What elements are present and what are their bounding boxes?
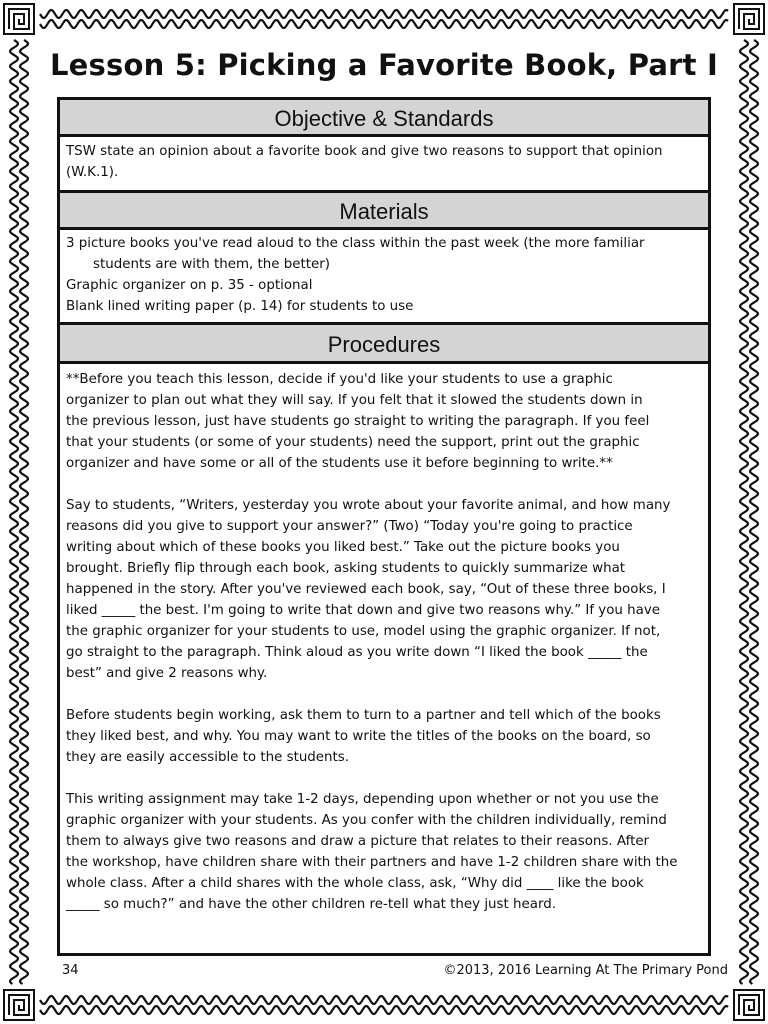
procedure-line: organizer to plan out what they will say. If you felt that it slowed the students down in <box>66 393 643 408</box>
materials-item: Graphic organizer on p. 35 - optional <box>66 278 313 293</box>
lesson-table <box>57 97 711 956</box>
corner-ornament <box>4 4 34 34</box>
procedure-line: _____ so much?” and have the other children re-tell what they just heard. <box>66 897 556 912</box>
objective-body <box>60 137 708 190</box>
corner-ornament <box>734 4 764 34</box>
page-title: Lesson 5: Picking a Favorite Book, Part I <box>49 48 718 82</box>
procedure-line: they are easily accessible to the students. <box>66 750 350 765</box>
border-wave <box>40 1006 728 1014</box>
paragraph-gap <box>66 684 702 705</box>
procedure-line: happened in the story. After you've reviewed each book, say, “Out of these three books, I <box>66 582 666 597</box>
procedures-heading: Procedures <box>60 322 708 364</box>
procedures-body <box>60 364 708 915</box>
procedure-line: brought. Briefly flip through each book, asking students to quickly summarize what <box>66 561 626 576</box>
procedure-line: go straight to the paragraph. Think aloud as you write down “I liked the book _____ the <box>66 645 648 660</box>
materials-heading: Materials <box>60 190 708 230</box>
paragraph-gap <box>66 768 702 789</box>
border-wave <box>740 40 748 984</box>
procedure-line: **Before you teach this lesson, decide if you'd like your students to use a graphic <box>66 372 613 387</box>
procedure-line: that your students (or some of your students) need the support, print out the graphic <box>66 435 640 450</box>
procedure-line: them to always give two reasons and draw a picture that relates to their reasons. After <box>66 834 650 849</box>
border-wave <box>10 40 18 984</box>
procedure-line: best” and give 2 reasons why. <box>66 666 268 681</box>
materials-item: students are with them, the better) <box>93 257 330 272</box>
copyright-notice: ©2013, 2016 Learning At The Primary Pond <box>443 963 728 978</box>
procedure-line: writing about which of these books you liked best.” Take out the picture books you <box>66 540 620 555</box>
procedure-line: organizer and have some or all of the students use it before beginning to write.** <box>66 456 613 471</box>
corner-ornament <box>4 990 34 1020</box>
border-wave <box>20 40 28 984</box>
materials-item: 3 picture books you've read aloud to the class within the past week (the more familiar <box>66 236 645 251</box>
border-wave <box>40 996 728 1004</box>
border-wave <box>750 40 758 984</box>
procedure-line: Say to students, “Writers, yesterday you wrote about your favorite animal, and how many <box>66 498 671 513</box>
page-number: 34 <box>62 963 79 978</box>
procedure-line: the previous lesson, just have students go straight to writing the paragraph. If you feel <box>66 414 650 429</box>
objective-line: (W.K.1). <box>66 165 119 180</box>
materials-body <box>60 230 708 322</box>
corner-ornament <box>734 990 764 1020</box>
procedure-line: the workshop, have children share with their partners and have 1-2 children share with the <box>66 855 678 870</box>
border-wave <box>40 20 728 28</box>
objective-heading: Objective & Standards <box>60 100 708 137</box>
procedure-line: the graphic organizer for your students to use, model using the graphic organizer. If not, <box>66 624 661 639</box>
objective-line: TSW state an opinion about a favorite book and give two reasons to support that opinion <box>66 144 663 159</box>
border-wave <box>40 10 728 18</box>
procedure-line: reasons did you give to support your answer?” (Two) “Today you're going to practice <box>66 519 633 534</box>
procedure-line: This writing assignment may take 1-2 days, depending upon whether or not you use the <box>66 792 659 807</box>
procedure-line: Before students begin working, ask them to turn to a partner and tell which of the books <box>66 708 661 723</box>
materials-item: Blank lined writing paper (p. 14) for students to use <box>66 299 414 314</box>
procedure-line: whole class. After a child shares with the whole class, ask, “Why did ____ like the book <box>66 876 644 891</box>
procedure-line: graphic organizer with your students. As you confer with the children individually, remind <box>66 813 667 828</box>
procedure-line: liked _____ the best. I'm going to write that down and give two reasons why.” If you have <box>66 603 661 618</box>
procedure-line: they liked best, and why. You may want to write the titles of the books on the board, so <box>66 729 651 744</box>
paragraph-gap <box>66 474 702 495</box>
